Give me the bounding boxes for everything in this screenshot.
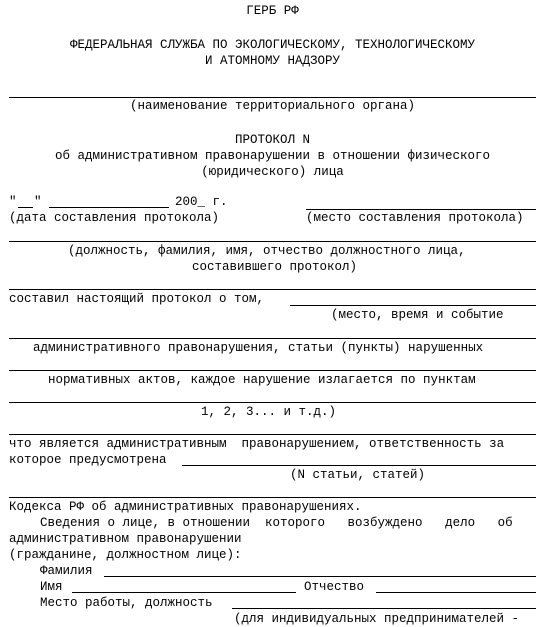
liability-line2: которое предусмотрена	[9, 453, 167, 467]
event-caption-line3: 1, 2, 3... и т.д.)	[201, 405, 337, 419]
entrepreneur-caption: (для индивидуальных предпринимателей -	[234, 612, 520, 626]
name-label: Имя	[40, 580, 63, 594]
official-caption-line2: составившего протокол)	[192, 260, 358, 274]
composed-inline-field[interactable]	[290, 305, 536, 306]
emblem-label: ГЕРБ РФ	[246, 4, 299, 18]
article-extra-field[interactable]	[9, 497, 536, 498]
workplace-field[interactable]	[232, 608, 536, 609]
surname-field[interactable]	[104, 576, 536, 577]
protocol-subtitle-line1: об административном правонарушении в отношении физического	[54, 149, 491, 163]
date-day-field[interactable]	[18, 207, 33, 208]
event-field-3[interactable]	[9, 402, 536, 403]
person-intro-line1: Сведения о лице, в отношении которого возбуждено дело об	[40, 516, 513, 530]
date-caption: (дата составления протокола)	[9, 211, 220, 225]
event-field-1[interactable]	[9, 338, 536, 339]
official-field[interactable]	[9, 241, 536, 242]
surname-label: Фамилия	[40, 564, 93, 578]
date-month-field[interactable]	[49, 207, 169, 208]
org-name-line1: ФЕДЕРАЛЬНАЯ СЛУЖБА ПО ЭКОЛОГИЧЕСКОМУ, ТЕХНОЛОГИЧЕСКОМУ	[69, 38, 476, 52]
org-name-line2: И АТОМНОМУ НАДЗОРУ	[204, 54, 341, 68]
patronymic-field[interactable]	[376, 592, 536, 593]
name-field[interactable]	[72, 592, 296, 593]
protocol-title: ПРОТОКОЛ N	[234, 133, 310, 147]
date-year-label: 200_ г.	[175, 195, 228, 209]
composed-upper-field[interactable]	[9, 289, 536, 290]
event-caption-line1: административного правонарушения, статьи (пункты) нарушенных	[33, 341, 484, 355]
code-text: Кодекса РФ об административных правонарушениях.	[9, 500, 362, 514]
article-field[interactable]	[182, 465, 536, 466]
patronymic-label: Отчество	[304, 580, 365, 594]
composed-text: составил настоящий протокол о том,	[9, 292, 265, 306]
date-quote-open: "	[9, 195, 17, 209]
event-caption-line2: нормативных актов, каждое нарушение излагается по пунктам	[48, 373, 476, 387]
date-quote-close: "	[34, 195, 42, 209]
article-caption: (N статьи, статей)	[290, 468, 426, 482]
event-field-2[interactable]	[9, 370, 536, 371]
territorial-body-caption: (наименование территориального органа)	[129, 99, 416, 113]
person-intro-line3: (гражданине, должностном лице):	[9, 548, 242, 562]
workplace-label: Место работы, должность	[40, 596, 213, 610]
person-intro-line2: административном правонарушении	[9, 532, 242, 546]
place-caption: (место составления протокола)	[306, 211, 524, 225]
liability-line1: что является административным правонарушением, ответственность за	[9, 437, 505, 451]
composed-caption: (место, время и событие	[331, 308, 504, 322]
liability-field[interactable]	[9, 434, 536, 435]
protocol-subtitle-line2: (юридического) лица	[201, 165, 344, 179]
official-caption-line1: (должность, фамилия, имя, отчество должностного лица,	[68, 244, 466, 258]
